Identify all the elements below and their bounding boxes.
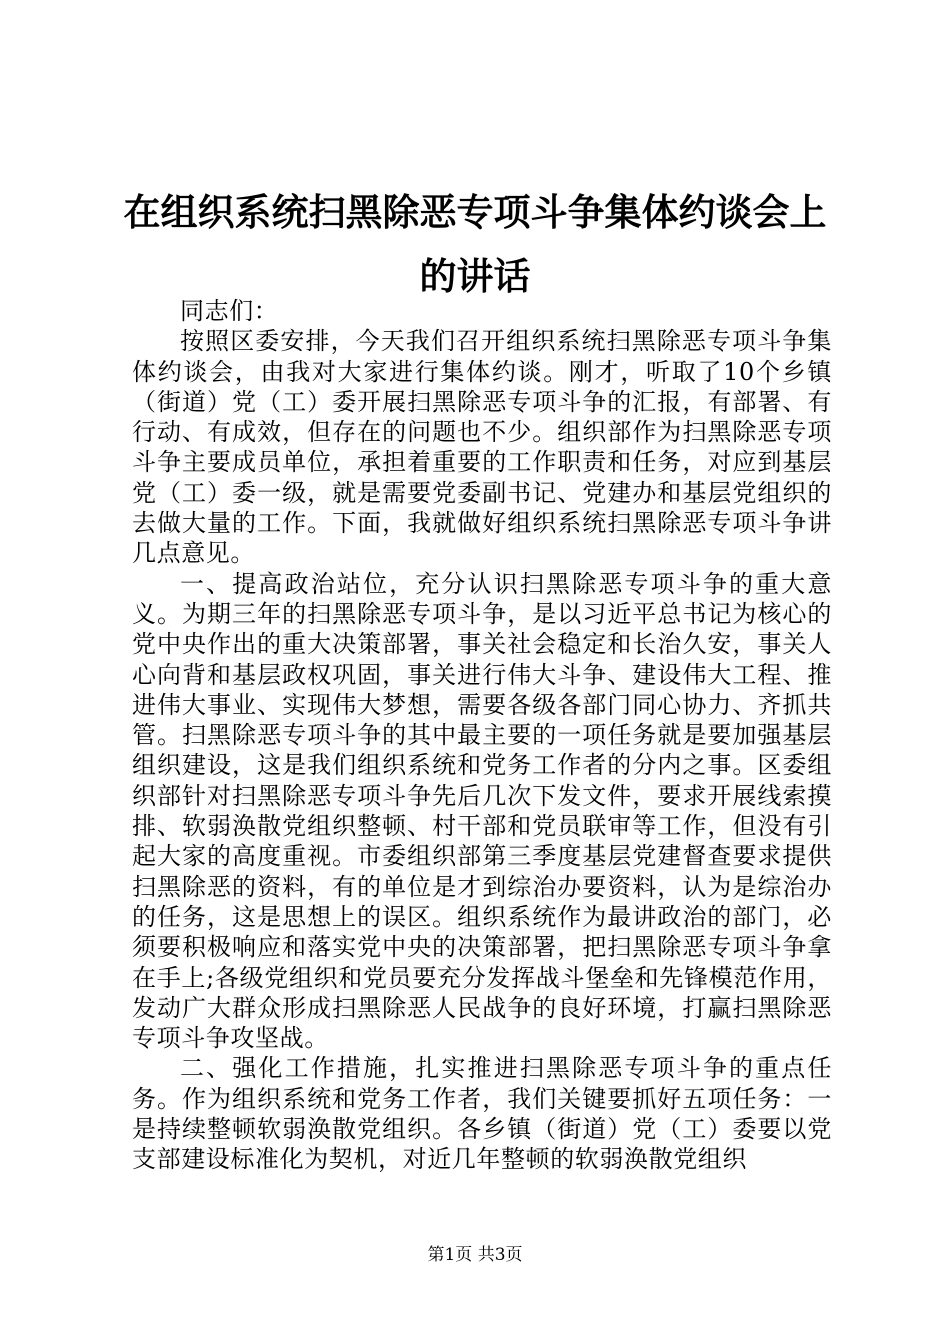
document-body bbox=[132, 296, 832, 1175]
document-title: 在组织系统扫黑除恶专项斗争集体约谈会上的讲话 bbox=[123, 190, 827, 298]
paragraph-section-two: 二、强化工作措施，扎实推进扫黑除恶专项斗争的重点任务。作为组织系统和党务工作者，我们关键要抓好五项任务：一是持续整顿软弱涣散党组织。各乡镇（街道）党（工）委要以党支部建设标准化为契机，对近几年整顿的软弱涣散党组织 bbox=[132, 1054, 832, 1174]
paragraph-section-one: 一、提高政治站位，充分认识扫黑除恶专项斗争的重大意义。为期三年的扫黑除恶专项斗争，是以习近平总书记为核心的党中央作出的重大决策部署，事关社会稳定和长治久安，事关人心向背和基层政权巩固，事关进行伟大斗争、建设伟大工程、推进伟大事业、实现伟大梦想，需要各级各部门同心协力、齐抓共管。扫黑除恶专项斗争的其中最主要的一项任务就是要加强基层组织建设，这是我们组织系统和党务工作者的分内之事。区委组织部针对扫黑除恶专项斗争先后几次下发文件，要求开展线索摸排、软弱涣散党组织整顿、村干部和党员联审等工作，但没有引起大家的高度重视。市委组织部第三季度基层党建督查要求提供扫黑除恶的资料，有的单位是才到综治办要资料，认为是综治办的任务，这是思想上的误区。组织系统作为最讲政治的部门，必须要积极响应和落实党中央的决策部署，把扫黑除恶专项斗争拿在手上;各级党组织和党员要充分发挥战斗堡垒和先锋模范作用，发动广大群众形成扫黑除恶人民战争的良好环境，打赢扫黑除恶专项斗争攻坚战。 bbox=[132, 569, 832, 1053]
paragraph-intro: 按照区委安排，今天我们召开组织系统扫黑除恶专项斗争集体约谈会，由我对大家进行集体约谈。刚才，听取了10个乡镇（街道）党（工）委开展扫黑除恶专项斗争的汇报，有部署、有行动、有成效，但存在的问题也不少。组织部作为扫黑除恶专项斗争主要成员单位，承担着重要的工作职责和任务，对应到基层党（工）委一级，就是需要党委副书记、党建办和基层党组织的去做大量的工作。下面，我就做好组织系统扫黑除恶专项斗争讲几点意见。 bbox=[132, 327, 832, 568]
greeting: 同志们： bbox=[180, 297, 279, 325]
page-footer: 第1页 共3页 bbox=[427, 1245, 523, 1265]
